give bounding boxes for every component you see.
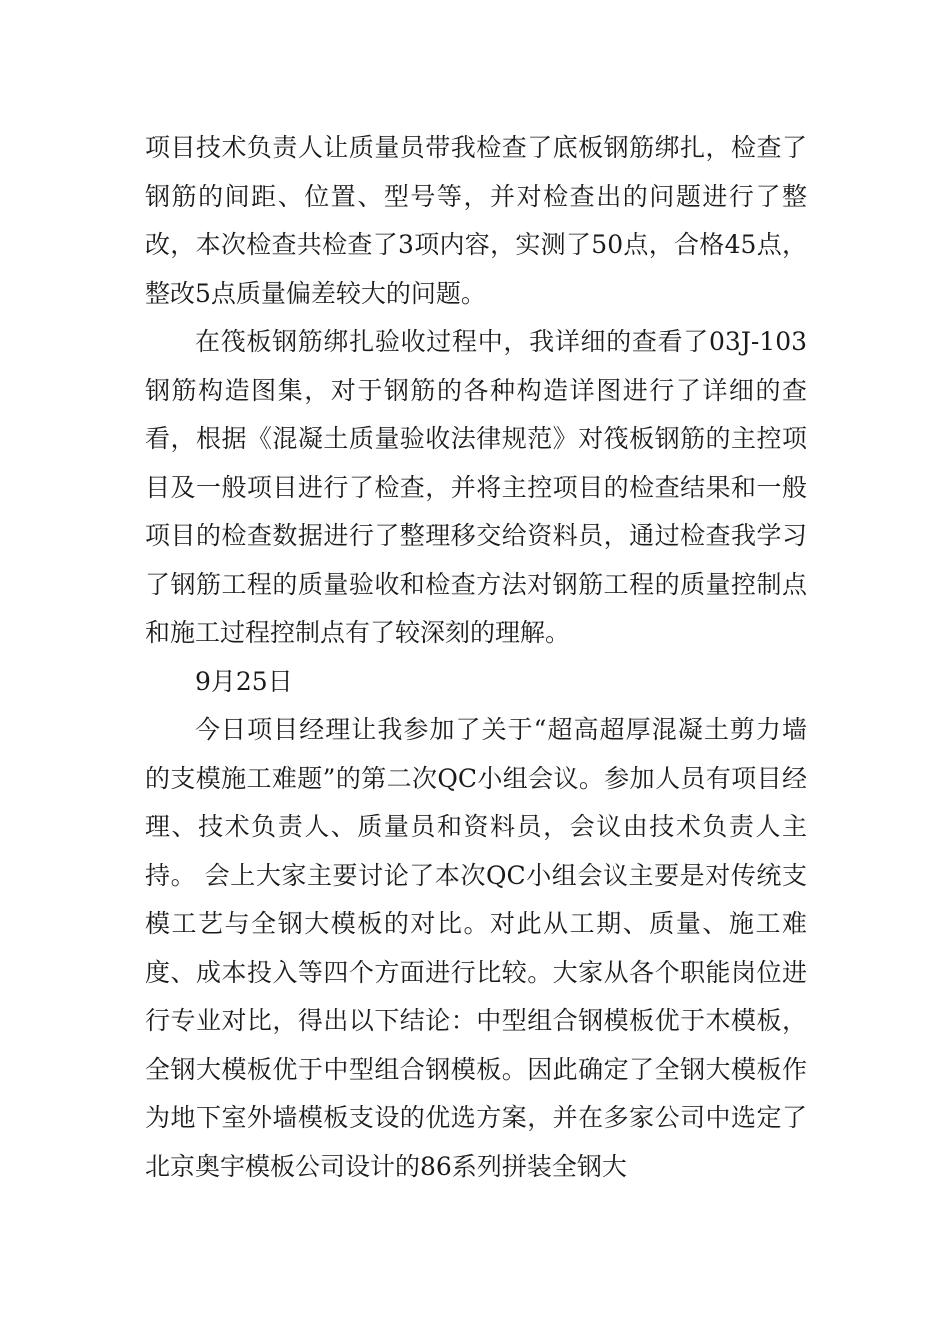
paragraph-raft-rebar-acceptance: 在筏板钢筋绑扎验收过程中，我详细的查看了03J-103钢筋构造图集，对于钢筋的各种构造详图进行了详细的查看，根据《混凝土质量验收法律规范》对筏板钢筋的主控项目及一般项目进行了检查，并将主控项目的检查结果和一般项目的检查数据进行了整理移交给资料员，通过检查我学习了钢筋工程的质量验收和检查方法对钢筋工程的质量控制点和施工过程控制点有了较深刻的理解。 bbox=[145, 327, 807, 647]
document-body bbox=[145, 124, 807, 1191]
paragraph-rebar-inspection: 项目技术负责人让质量员带我检查了底板钢筋绑扎，检查了钢筋的间距、位置、型号等，并对检查出的问题进行了整改，本次检查共检查了3项内容，实测了50点，合格45点，整改5点质量偏差较大的问题。 bbox=[145, 133, 807, 308]
paragraph-qc-meeting: 今日项目经理让我参加了关于“超高超厚混凝土剪力墙的支模施工难题”的第二次QC小组会议。参加人员有项目经理、技术负责人、质量员和资料员，会议由技术负责人主持。 会上大家主要讨论了本次QC小组会议主要是对传统支模工艺与全钢大模板的对比。对此从工期、质量、施工难度、成本投入等四个方面进行比较。大家从各个职能岗位进行专业对比，得出以下结论：中型组合钢模板优于木模板，全钢大模板优于中型组合钢模板。因此确定了全钢大模板作为地下室外墙模板支设的优选方案，并在多家公司中选定了北京奥宇模板公司设计的86系列拼装全钢大 bbox=[145, 715, 807, 1181]
date-heading: 9月25日 bbox=[195, 666, 293, 696]
